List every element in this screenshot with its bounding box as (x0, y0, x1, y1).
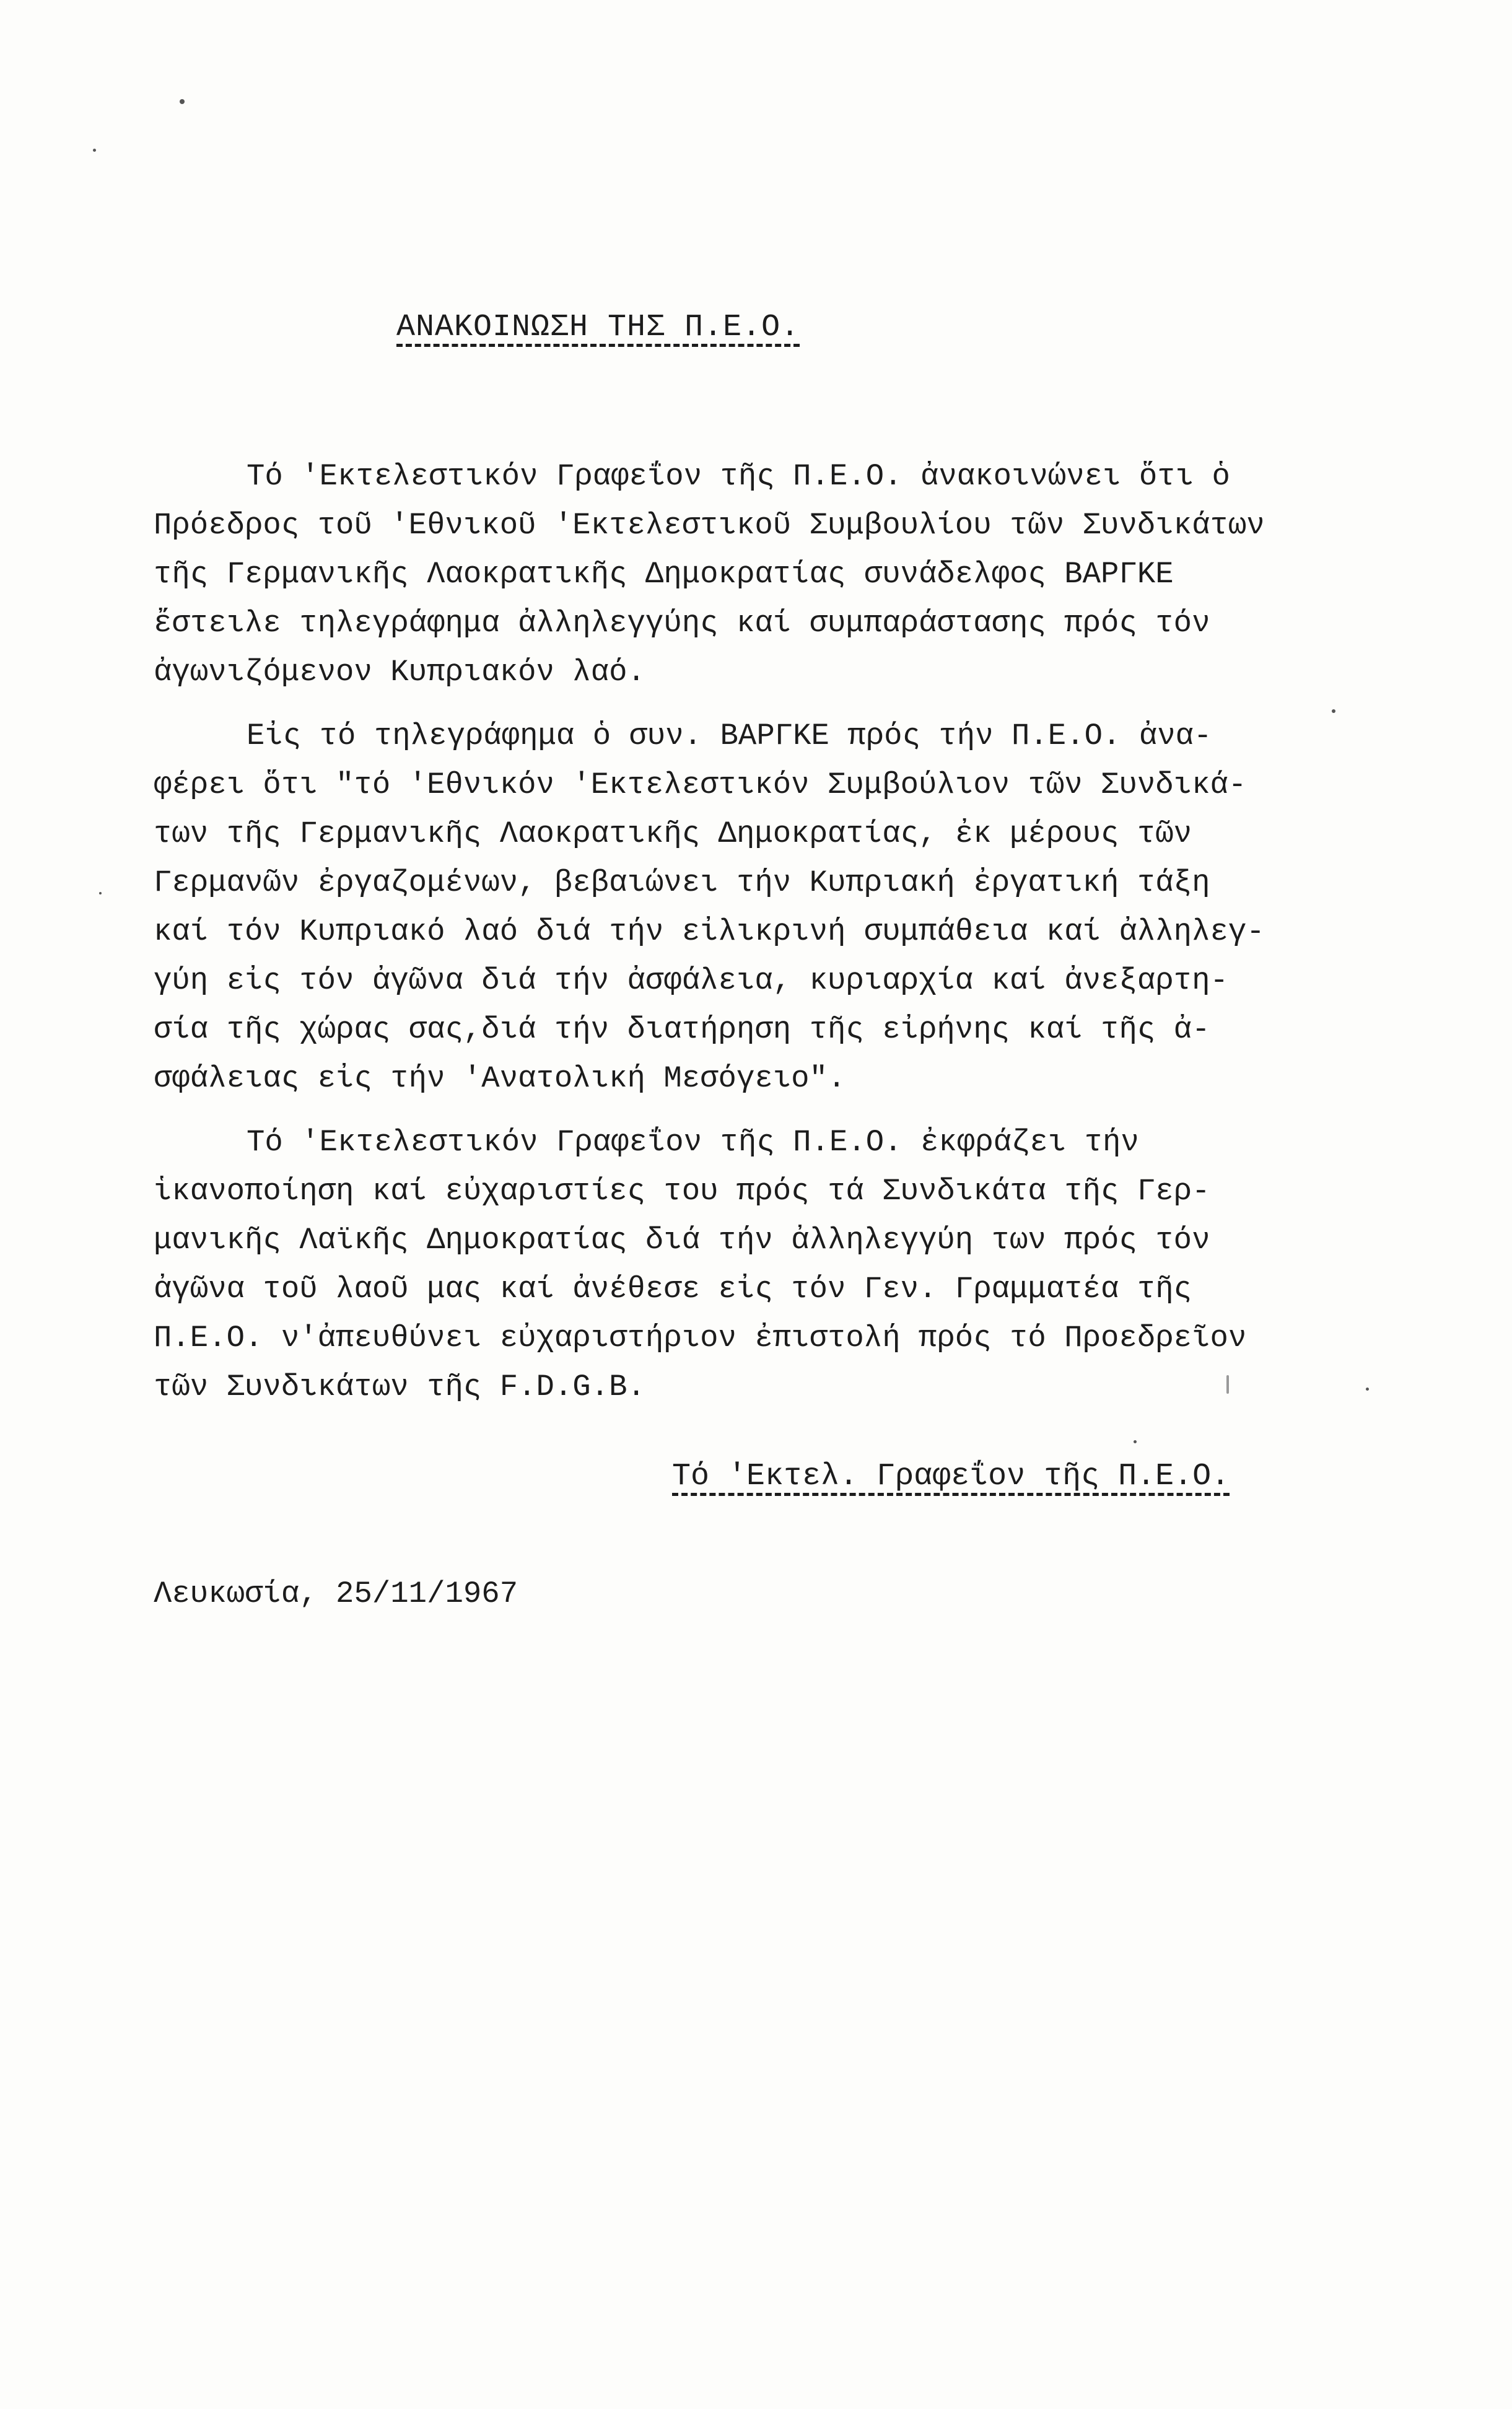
text-line: καί τόν Κυπριακό λαό διά τήν εἰλικρινή συμπάθεια καί ἀλληλεγ- (154, 914, 1265, 949)
text-line: Εἰς τό τηλεγράφημα ὁ συν. ΒΑΡΓΚΕ πρός τήν Π.Ε.Ο. ἀνα- (247, 719, 1212, 753)
text-line: γύη εἰς τόν ἀγῶνα διά τήν ἀσφάλεια, κυριαρχία καί ἀνεξαρτη- (154, 963, 1228, 998)
scan-speck (99, 892, 102, 894)
text-line: σία τῆς χώρας σας,διά τήν διατήρηση τῆς εἰρήνης καί τῆς ἀ- (154, 1012, 1210, 1047)
text-line: τῶν Συνδικάτων τῆς F.D.G.B. (154, 1370, 645, 1404)
paragraph-2 (154, 712, 1318, 1103)
paragraph-3 (154, 1118, 1318, 1412)
scan-speck (1366, 1388, 1369, 1391)
paragraph-1 (154, 452, 1318, 697)
text-line: ἔστειλε τηλεγράφημα ἀλληλεγγύης καί συμπαράστασης πρός τόν (154, 606, 1210, 641)
text-line: ἀγωνιζόμενον Κυπριακόν λαό. (154, 655, 645, 689)
scan-speck (180, 99, 185, 104)
scan-speck (93, 149, 96, 152)
text-line: Γερμανῶν ἐργαζομένων, βεβαιώνει τήν Κυπριακή ἐργατική τάξη (154, 865, 1210, 900)
text-line: Τό 'Εκτελεστικόν Γραφεΐον τῆς Π.Ε.Ο. ἐκφράζει τήν (247, 1125, 1139, 1160)
signature-line: Τό 'Εκτελ. Γραφεΐον τῆς Π.Ε.Ο. (672, 1459, 1230, 1494)
text-line: Πρόεδρος τοῦ 'Εθνικοῦ 'Εκτελεστικοῦ Συμβουλίου τῶν Συνδικάτων (154, 508, 1265, 543)
dateline: Λευκωσία, 25/11/1967 (154, 1576, 518, 1611)
text-line: φέρει ὅτι "τό 'Εθνικόν 'Εκτελεστικόν Συμβούλιον τῶν Συνδικά- (154, 767, 1247, 802)
text-line: ἀγῶνα τοῦ λαοῦ μας καί ἀνέθεσε εἰς τόν Γεν. Γραμματέα τῆς (154, 1272, 1192, 1306)
document-body (154, 452, 1318, 1412)
text-line: Π.Ε.Ο. ν'ἀπευθύνει εὐχαριστήριον ἐπιστολή πρός τό Προεδρεῖον (154, 1321, 1247, 1355)
text-line: Τό 'Εκτελεστικόν Γραφεΐον τῆς Π.Ε.Ο. ἀνακοινώνει ὅτι ὁ (247, 459, 1230, 494)
text-line: τῆς Γερμανικῆς Λαοκρατικῆς Δημοκρατίας συνάδελφος ΒΑΡΓΚΕ (154, 557, 1174, 592)
scan-speck (1332, 709, 1335, 713)
document-title: ΑΝΑΚΟΙΝΩΣΗ ΤΗΣ Π.Ε.Ο. (396, 310, 800, 345)
scan-speck (1226, 1375, 1229, 1394)
text-line: σφάλειας εἰς τήν 'Ανατολική Μεσόγειο". (154, 1061, 846, 1096)
text-line: μανικῆς Λαϊκῆς Δημοκρατίας διά τήν ἀλληλεγγύη των πρός τόν (154, 1223, 1210, 1257)
scan-speck (1134, 1440, 1137, 1443)
text-line: ἱκανοποίηση καί εὐχαριστίες του πρός τά Συνδικάτα τῆς Γερ- (154, 1174, 1210, 1209)
text-line: των τῆς Γερμανικῆς Λαοκρατικῆς Δημοκρατίας, ἐκ μέρους τῶν (154, 816, 1192, 851)
